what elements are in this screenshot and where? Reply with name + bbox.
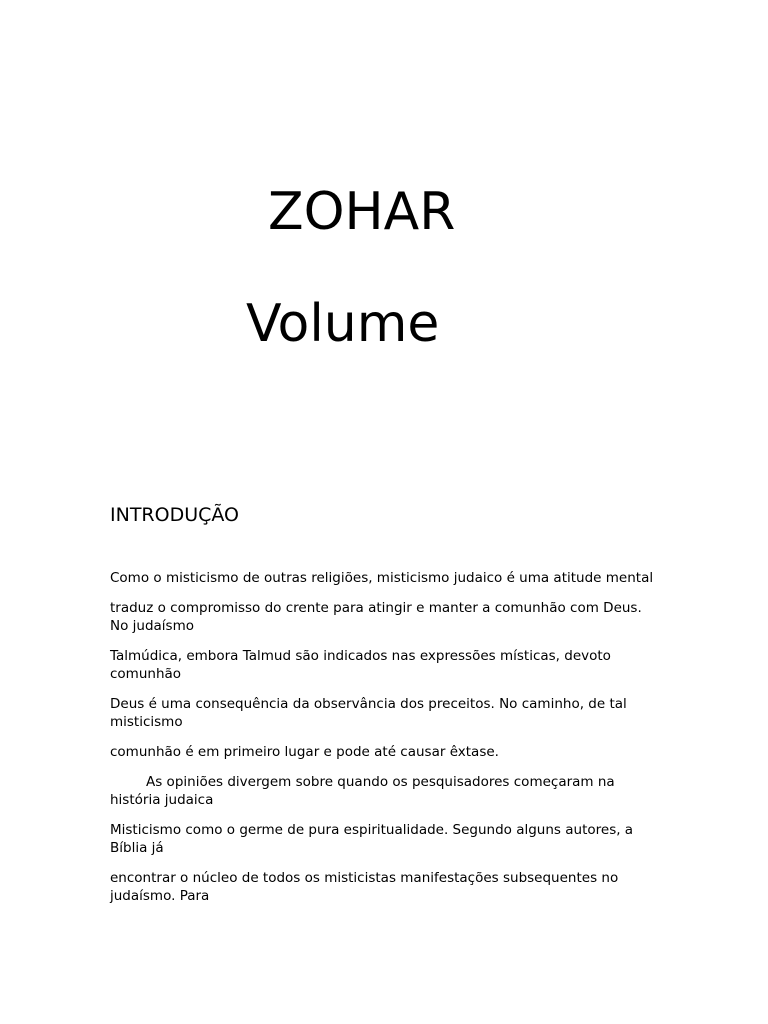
body-text xyxy=(110,569,662,917)
section-heading: INTRODUÇÃO xyxy=(110,504,240,526)
paragraph-8: encontrar o núcleo de todos os misticistas manifestações subsequentes no judaísmo. Para xyxy=(110,870,619,904)
document-subtitle: Volume xyxy=(246,294,440,354)
document-title: ZOHAR xyxy=(268,182,456,242)
paragraph-3: Talmúdica, embora Talmud são indicados nas expressões místicas, devoto comunhão xyxy=(110,648,611,682)
paragraph-7: Misticismo como o germe de pura espiritualidade. Segundo alguns autores, a Bíblia já xyxy=(110,822,634,856)
paragraph-4: Deus é uma consequência da observância dos preceitos. No caminho, de tal misticismo xyxy=(110,696,627,730)
paragraph-5: comunhão é em primeiro lugar e pode até causar êxtase. xyxy=(110,744,499,760)
paragraph-1: Como o misticismo de outras religiões, misticismo judaico é uma atitude mental xyxy=(110,570,654,586)
paragraph-6: As opiniões divergem sobre quando os pesquisadores começaram na história judaica xyxy=(110,774,615,808)
paragraph-2: traduz o compromisso do crente para atingir e manter a comunhão com Deus. No judaísmo xyxy=(110,600,642,634)
